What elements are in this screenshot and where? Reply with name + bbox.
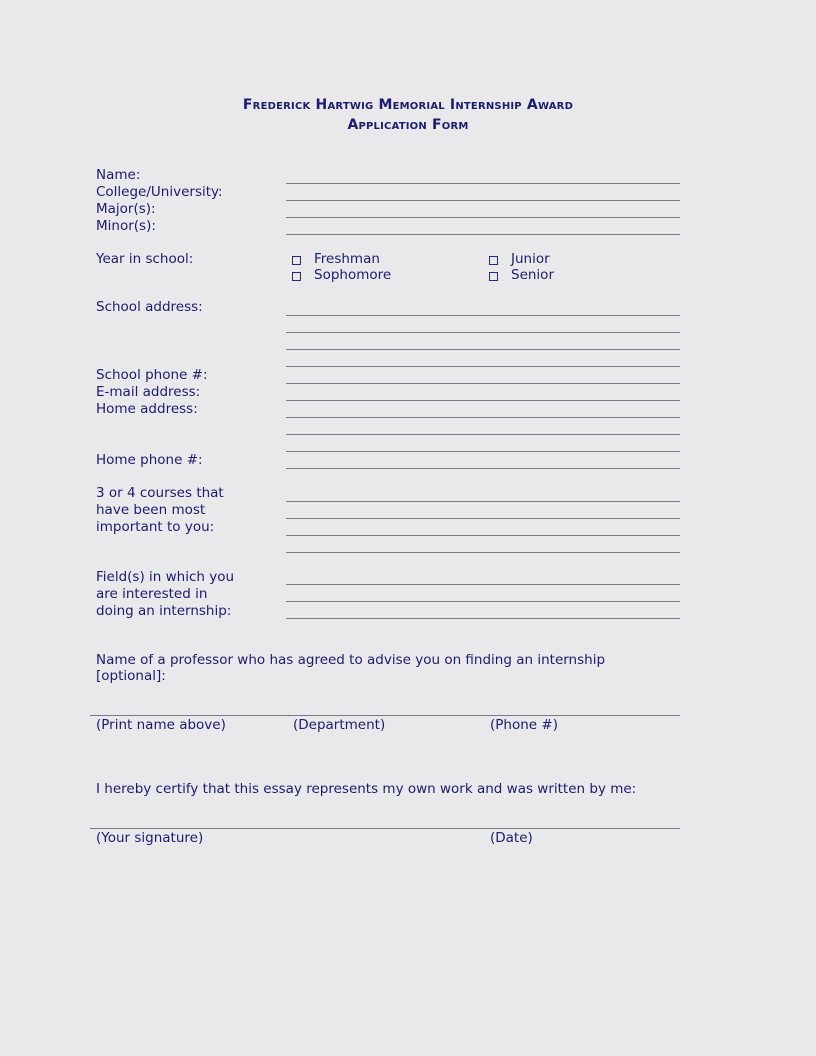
school-address-line-1[interactable] — [286, 315, 680, 316]
home-address-line-2[interactable] — [286, 417, 680, 418]
school-address-line-2[interactable] — [286, 332, 680, 333]
certify-statement: I hereby certify that this essay represents my own work and was written by me: — [96, 781, 637, 797]
senior-option-label: Senior — [511, 267, 554, 283]
form-title-line1: Frederick Hartwig Memorial Internship Award — [242, 97, 574, 113]
fields-label-3: doing an internship: — [96, 603, 232, 619]
fields-line-3[interactable] — [286, 618, 680, 619]
senior-checkbox[interactable] — [489, 272, 498, 281]
courses-label-3: important to you: — [96, 519, 215, 535]
sophomore-option-label: Sophomore — [314, 267, 392, 283]
professor-line[interactable] — [90, 715, 680, 716]
name-line[interactable] — [286, 183, 680, 184]
fields-line-1[interactable] — [286, 584, 680, 585]
email-line[interactable] — [286, 383, 680, 384]
courses-line-3[interactable] — [286, 535, 680, 536]
junior-option-label: Junior — [511, 251, 550, 267]
signature-caption: (Your signature) — [96, 830, 204, 846]
sophomore-checkbox[interactable] — [292, 272, 301, 281]
fields-label-1: Field(s) in which you — [96, 569, 235, 585]
date-caption: (Date) — [490, 830, 533, 846]
professor-prompt-line1: Name of a professor who has agreed to advise you on finding an internship — [96, 652, 606, 668]
school-address-line-3[interactable] — [286, 349, 680, 350]
form-title-line2: Application Form — [347, 117, 469, 133]
home-phone-label: Home phone #: — [96, 452, 203, 468]
email-label: E-mail address: — [96, 384, 201, 400]
print-name-caption: (Print name above) — [96, 717, 226, 733]
fields-label-2: are interested in — [96, 586, 208, 602]
courses-label-1: 3 or 4 courses that — [96, 485, 224, 501]
college-label: College/University: — [96, 184, 223, 200]
minor-label: Minor(s): — [96, 218, 156, 234]
major-label: Major(s): — [96, 201, 156, 217]
phone-caption: (Phone #) — [490, 717, 558, 733]
school-phone-line[interactable] — [286, 366, 680, 367]
department-caption: (Department) — [293, 717, 386, 733]
courses-line-1[interactable] — [286, 501, 680, 502]
minor-line[interactable] — [286, 234, 680, 235]
home-address-line-1[interactable] — [286, 400, 680, 401]
home-phone-line-1[interactable] — [286, 451, 680, 452]
home-phone-line-2[interactable] — [286, 468, 680, 469]
year-label: Year in school: — [96, 251, 194, 267]
professor-prompt-line2: [optional]: — [96, 668, 166, 684]
school-phone-label: School phone #: — [96, 367, 208, 383]
courses-label-2: have been most — [96, 502, 206, 518]
home-address-line-3[interactable] — [286, 434, 680, 435]
freshman-checkbox[interactable] — [292, 256, 301, 265]
college-line[interactable] — [286, 200, 680, 201]
name-label: Name: — [96, 167, 141, 183]
signature-line[interactable] — [90, 828, 680, 829]
freshman-option-label: Freshman — [314, 251, 380, 267]
school-address-label: School address: — [96, 299, 203, 315]
junior-checkbox[interactable] — [489, 256, 498, 265]
courses-line-2[interactable] — [286, 518, 680, 519]
fields-line-2[interactable] — [286, 601, 680, 602]
home-address-label: Home address: — [96, 401, 198, 417]
courses-line-4[interactable] — [286, 552, 680, 553]
major-line[interactable] — [286, 217, 680, 218]
